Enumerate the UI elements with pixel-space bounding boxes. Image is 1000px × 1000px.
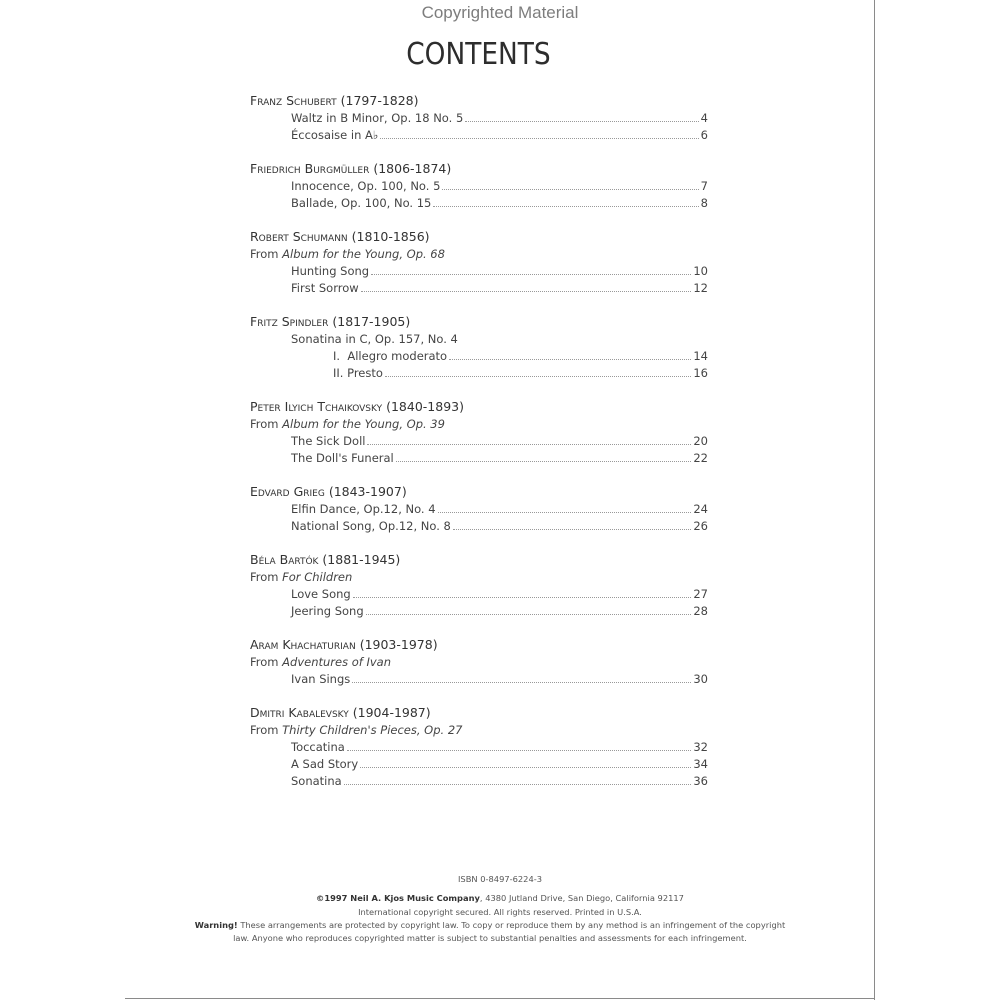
dot-leader [366,613,692,615]
toc-entry[interactable] [250,195,708,212]
page-number: 30 [693,672,708,686]
page-right-edge [874,0,875,1000]
composer-name: Dmitri Kabalevsky [250,705,349,720]
dot-leader [433,205,698,207]
toc-entry[interactable] [250,280,708,297]
dot-leader [396,460,692,462]
dot-leader [442,188,698,190]
source-collection [250,246,708,263]
composer-name: Robert Schumann [250,229,348,244]
composer-heading [250,313,708,331]
entry-title: Jeering Song [291,604,364,618]
page-number: 24 [693,502,708,516]
page-number: 14 [693,349,708,363]
from-prefix: From [250,417,279,431]
toc-section-schumann [250,228,708,297]
copyright-watermark: Copyrighted Material [421,3,579,22]
toc-section-kabalevsky [250,704,708,790]
dot-leader [371,273,691,275]
composer-heading [250,92,708,110]
entry-title: Love Song [291,587,351,601]
entry-title: Toccatina [291,740,345,754]
toc-entry[interactable] [250,501,708,518]
composer-dates: (1810-1856) [351,229,430,244]
composer-name: Fritz Spindler [250,314,329,329]
isbn: ISBN 0-8497-6224-3 [457,874,543,884]
toc-entry[interactable] [250,671,708,688]
toc-entry[interactable] [250,756,708,773]
page-number: 4 [700,111,708,125]
dot-leader [385,375,691,377]
from-prefix: From [250,570,279,584]
toc-entry[interactable] [250,348,708,365]
composer-name: Franz Schubert [250,93,337,108]
entry-title: Waltz in B Minor, Op. 18 No. 5 [291,111,464,125]
copyright-holder: ©1997 Neil A. Kjos Music Company [316,893,480,903]
dot-leader [380,137,698,139]
dot-leader [361,290,692,292]
page-number: 26 [693,519,708,533]
page-number: 36 [693,774,708,788]
toc-entry[interactable] [250,127,708,144]
composer-heading [250,483,708,501]
warning-text: These arrangements are protected by copyright law. To copy or reproduce them by any method is an infringement of the copyright [237,920,786,930]
composer-heading [250,551,708,569]
from-prefix: From [250,655,279,669]
collection-title: Album for the Young, Op. 68 [282,247,445,261]
composer-heading [250,398,708,416]
composer-name: Peter Ilyich Tchaikovsky [250,399,383,414]
page-number: 32 [693,740,708,754]
entry-title: First Sorrow [291,281,359,295]
composer-name: Edvard Grieg [250,484,325,499]
source-collection [250,722,708,739]
entry-title: National Song, Op.12, No. 8 [291,519,451,533]
collection-title: Album for the Young, Op. 39 [282,417,445,431]
toc-entry[interactable] [250,365,708,382]
warning-label: Warning! [194,920,238,930]
collection-title: Adventures of Ivan [282,655,392,669]
toc-entry[interactable] [250,110,708,127]
toc-section-schubert [250,92,708,144]
entry-title: Ivan Sings [291,672,351,686]
page-title: CONTENTS [406,37,551,72]
composer-dates: (1904-1987) [352,705,431,720]
composer-dates: (1797-1828) [340,93,419,108]
toc-entry[interactable] [250,773,708,790]
entry-title: The Doll's Funeral [291,451,394,465]
toc-entry[interactable] [250,518,708,535]
composer-dates: (1817-1905) [332,314,411,329]
composer-name: Friedrich Burgmüller [250,161,370,176]
toc-section-tchaikovsky [250,398,708,467]
composer-dates: (1903-1978) [359,637,438,652]
toc-entry[interactable] [250,603,708,620]
warning-line-1 [100,920,880,930]
composer-heading [250,160,708,178]
entry-title: II. Presto [333,366,383,380]
page-number: 27 [693,587,708,601]
dot-leader [449,358,691,360]
dot-leader [438,511,692,513]
from-prefix: From [250,247,279,261]
page-number: 8 [700,196,708,210]
page-bottom-edge [125,998,875,999]
composer-dates: (1843-1907) [328,484,407,499]
composer-heading [250,228,708,246]
dot-leader [360,766,691,768]
dot-leader [344,783,692,785]
toc-entry[interactable] [250,178,708,195]
entry-title: I. Allegro moderato [333,349,448,363]
entry-title: A Sad Story [291,757,359,771]
page-number: 22 [693,451,708,465]
entry-title: Éccosaise in A♭ [291,128,379,142]
dot-leader [453,528,692,530]
page-number: 28 [693,604,708,618]
source-collection [250,654,708,671]
rights-line: International copyright secured. All rights reserved. Printed in U.S.A. [358,907,642,917]
toc-section-burgmuller [250,160,708,212]
toc-section-grieg [250,483,708,535]
composer-name: Béla Bartók [250,552,319,567]
page-number: 12 [693,281,708,295]
source-collection [250,416,708,433]
toc-section-khachaturian [250,636,708,688]
entry-title: The Sick Doll [291,434,366,448]
composer-dates: (1881-1945) [322,552,401,567]
warning-line-2: law. Anyone who reproduces copyrighted matter is subject to substantial penalties and assessments for each infringement. [233,933,747,943]
toc-entry[interactable] [250,433,708,450]
entry-title: Sonatina [291,774,342,788]
entry-title: Ballade, Op. 100, No. 15 [291,196,432,210]
composer-heading [250,636,708,654]
page-number: 7 [700,179,708,193]
dot-leader [352,681,691,683]
page-number: 34 [693,757,708,771]
dot-leader [353,596,692,598]
work-heading: Sonatina in C, Op. 157, No. 4 [291,332,458,346]
toc-entry[interactable] [250,450,708,467]
composer-dates: (1840-1893) [386,399,464,414]
page-number: 6 [700,128,708,142]
table-of-contents [250,92,708,806]
dot-leader [465,120,698,122]
dot-leader [367,443,691,445]
collection-title: For Children [282,570,353,584]
page-number: 10 [693,264,708,278]
toc-entry[interactable] [250,586,708,603]
toc-entry[interactable] [250,739,708,756]
copyright-line [125,893,875,903]
entry-title: Innocence, Op. 100, No. 5 [291,179,441,193]
toc-section-bartok [250,551,708,620]
entry-title: Elfin Dance, Op.12, No. 4 [291,502,436,516]
entry-title: Hunting Song [291,264,370,278]
publisher-address: , 4380 Jutland Drive, San Diego, California 92117 [479,893,684,903]
toc-section-spindler [250,313,708,382]
from-prefix: From [250,723,279,737]
composer-name: Aram Khachaturian [250,637,356,652]
dot-leader [347,749,692,751]
toc-entry[interactable] [250,263,708,280]
page-number: 16 [693,366,708,380]
collection-title: Thirty Children's Pieces, Op. 27 [282,723,463,737]
page-number: 20 [693,434,708,448]
composer-heading [250,704,708,722]
composer-dates: (1806-1874) [373,161,452,176]
source-collection [250,569,708,586]
